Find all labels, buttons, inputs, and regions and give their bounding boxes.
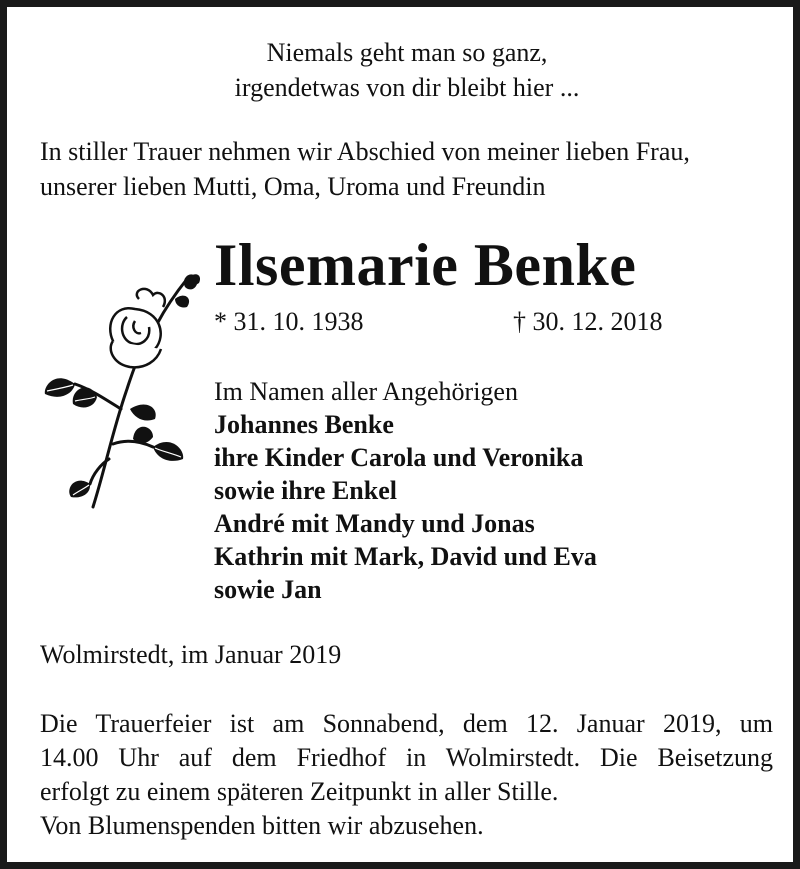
mourner-line: Kathrin mit Mark, David und Eva	[214, 542, 597, 571]
motto-line-1: Niemals geht man so ganz,	[266, 38, 548, 67]
rose-icon	[35, 269, 205, 514]
mourner-line: sowie ihre Enkel	[214, 476, 397, 505]
mourner-line: Johannes Benke	[214, 410, 394, 439]
mourner-line: ihre Kinder Carola und Veronika	[214, 443, 584, 472]
death-date: † 30. 12. 2018	[513, 307, 663, 336]
funeral-line-4: Von Blumenspenden bitten wir abzusehen.	[40, 811, 484, 840]
funeral-line-2: 14.00 Uhr auf dem Friedhof in Wolmirstedt. Die Beisetzung	[40, 743, 773, 772]
place-date: Wolmirstedt, im Januar 2019	[40, 640, 342, 669]
intro-line-2: unserer lieben Mutti, Oma, Uroma und Freundin	[40, 172, 546, 201]
birth-date: * 31. 10. 1938	[214, 307, 364, 336]
mourners-intro: Im Namen aller Angehörigen	[214, 377, 518, 406]
intro-line-1: In stiller Trauer nehmen wir Abschied von meiner lieben Frau,	[40, 137, 690, 166]
mourner-line: sowie Jan	[214, 575, 322, 604]
funeral-line-1: Die Trauerfeier ist am Sonnabend, dem 12. Januar 2019, um	[40, 709, 773, 738]
funeral-line-3: erfolgt zu einem späteren Zeitpunkt in aller Stille.	[40, 777, 559, 806]
deceased-name: Ilsemarie Benke	[214, 232, 637, 298]
mourner-line: André mit Mandy und Jonas	[214, 509, 535, 538]
motto-line-2: irgendetwas von dir bleibt hier ...	[234, 73, 580, 102]
